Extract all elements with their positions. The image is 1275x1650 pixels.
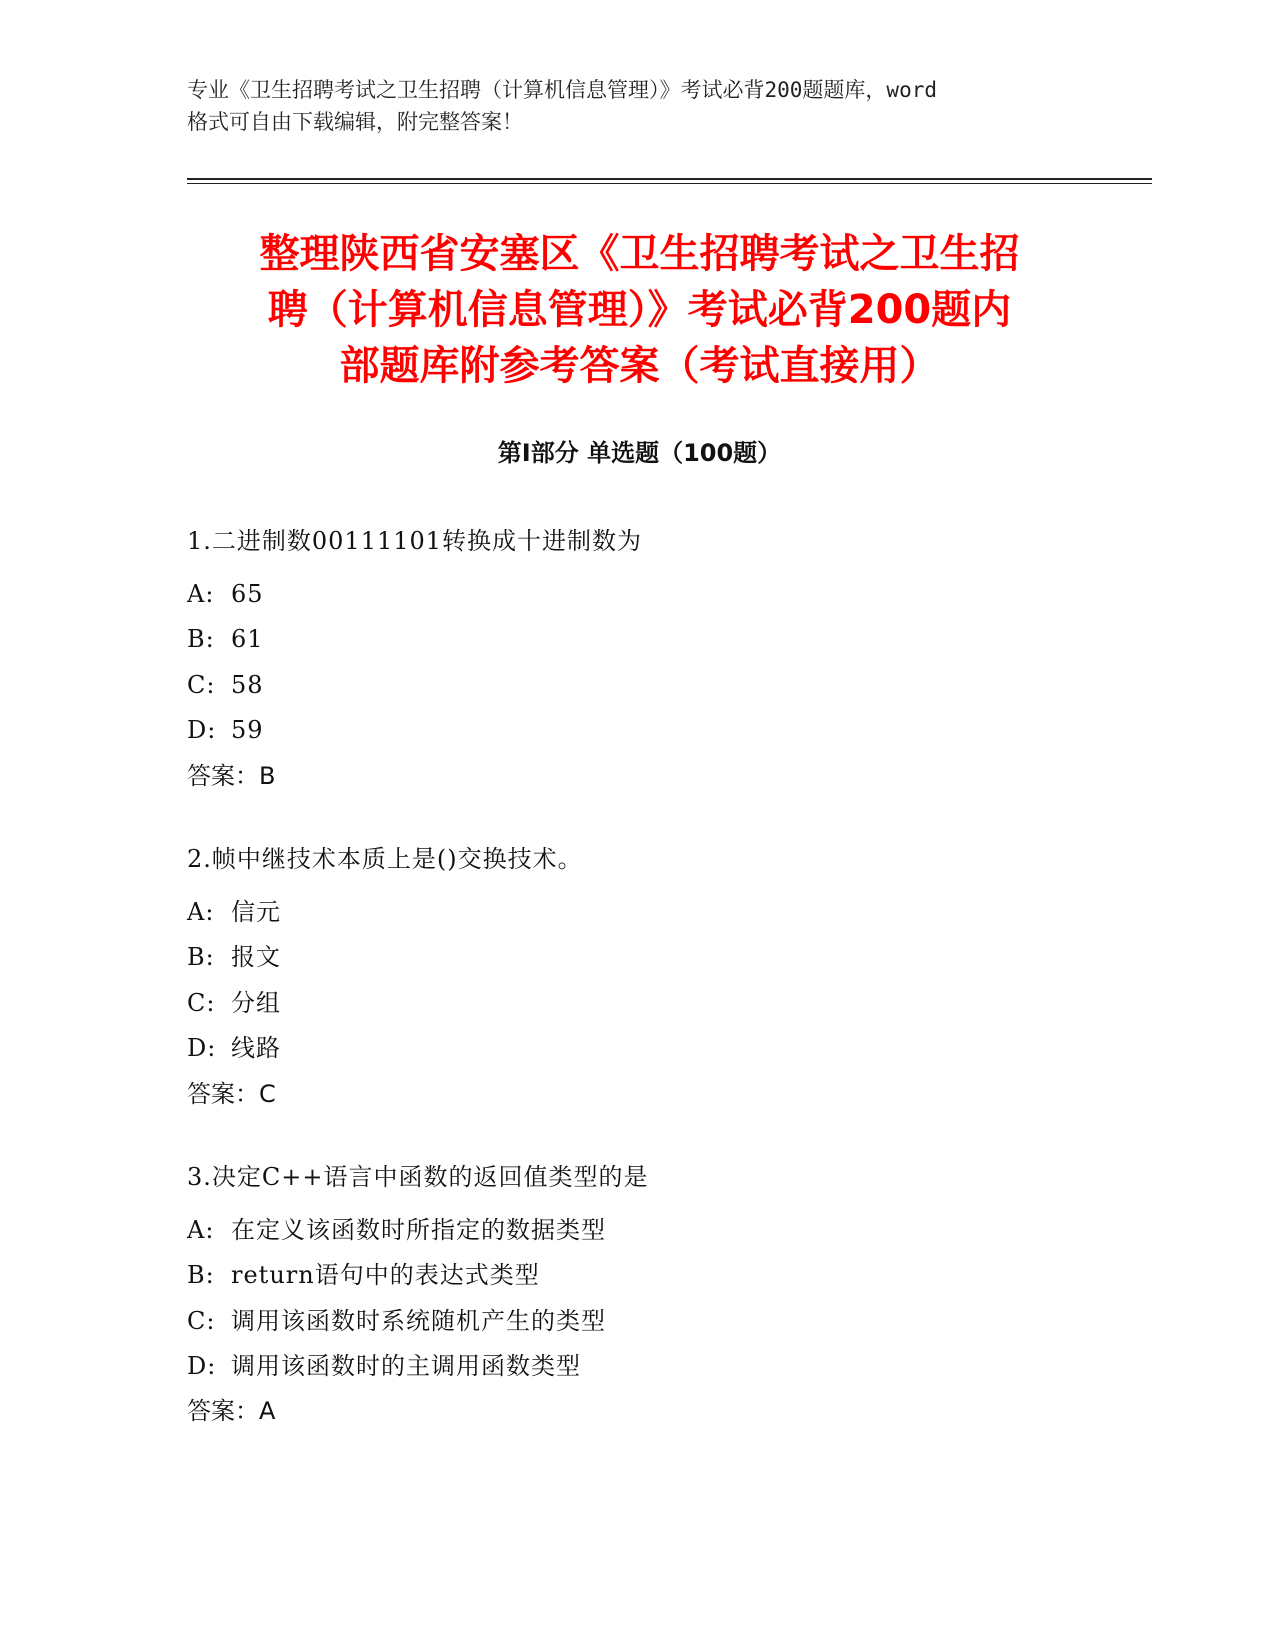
option-a [187,1208,1092,1253]
question-stem: 3.决定C++语言中函数的返回值类型的是 [187,1162,649,1191]
option-b [187,1253,1092,1298]
option-text: 58 [231,670,264,699]
header-line-1: 专业《卫生招聘考试之卫生招聘（计算机信息管理）》考试必背200题题库，word [187,78,937,102]
option-text: 分组 [231,988,281,1017]
option-a [187,890,1092,935]
option-c [187,663,1092,708]
question-list [187,526,1092,1480]
option-label: D: [187,1034,217,1063]
option-d [187,1026,1092,1071]
question-2 [187,844,1092,1117]
header-line-2: 格式可自由下载编辑，附完整答案！ [187,110,523,134]
option-c [187,1299,1092,1344]
page-header [187,74,1092,138]
answer: 答案：C [187,1079,276,1108]
option-d [187,1344,1092,1389]
option-text: 线路 [231,1034,281,1063]
option-label: B: [187,943,215,972]
option-label: C: [187,670,216,699]
option-text: 在定义该函数时所指定的数据类型 [231,1215,606,1244]
option-text: 信元 [231,897,281,926]
option-label: D: [187,1352,217,1381]
option-b [187,617,1092,662]
option-text: 61 [231,625,264,654]
answer: 答案：B [187,761,276,790]
option-label: A: [187,1215,215,1244]
option-label: B: [187,625,215,654]
option-b [187,935,1092,980]
option-label: C: [187,988,216,1017]
option-text: 调用该函数时系统随机产生的类型 [231,1306,606,1335]
option-c [187,981,1092,1026]
option-label: D: [187,716,217,745]
option-text: 调用该函数时的主调用函数类型 [231,1352,581,1381]
option-label: B: [187,1261,215,1290]
question-stem: 1.二进制数00111101转换成十进制数为 [187,527,643,555]
option-label: C: [187,1306,216,1335]
header-divider-thin [187,183,1152,184]
header-divider-thick [187,178,1152,180]
option-text: 65 [231,580,264,608]
option-text: 报文 [231,943,281,972]
option-text: 59 [231,716,264,745]
answer: 答案：A [187,1397,276,1426]
question-stem: 2.帧中继技术本质上是()交换技术。 [187,844,583,873]
option-label: A: [187,897,215,926]
title-line-3: 部题库附参考答案（考试直接用） [339,343,940,389]
option-label: A: [187,580,215,608]
question-3 [187,1162,1092,1435]
document-title [187,226,1092,394]
question-1 [187,526,1092,799]
option-text: return语句中的表达式类型 [231,1261,540,1290]
title-line-2: 聘（计算机信息管理）》考试必背200题内 [267,287,1012,333]
title-line-1: 整理陕西省安塞区《卫生招聘考试之卫生招 [259,231,1020,277]
option-d [187,708,1092,753]
option-a [187,572,1092,617]
section-heading: 第Ⅰ部分 单选题（100题） [497,439,782,467]
